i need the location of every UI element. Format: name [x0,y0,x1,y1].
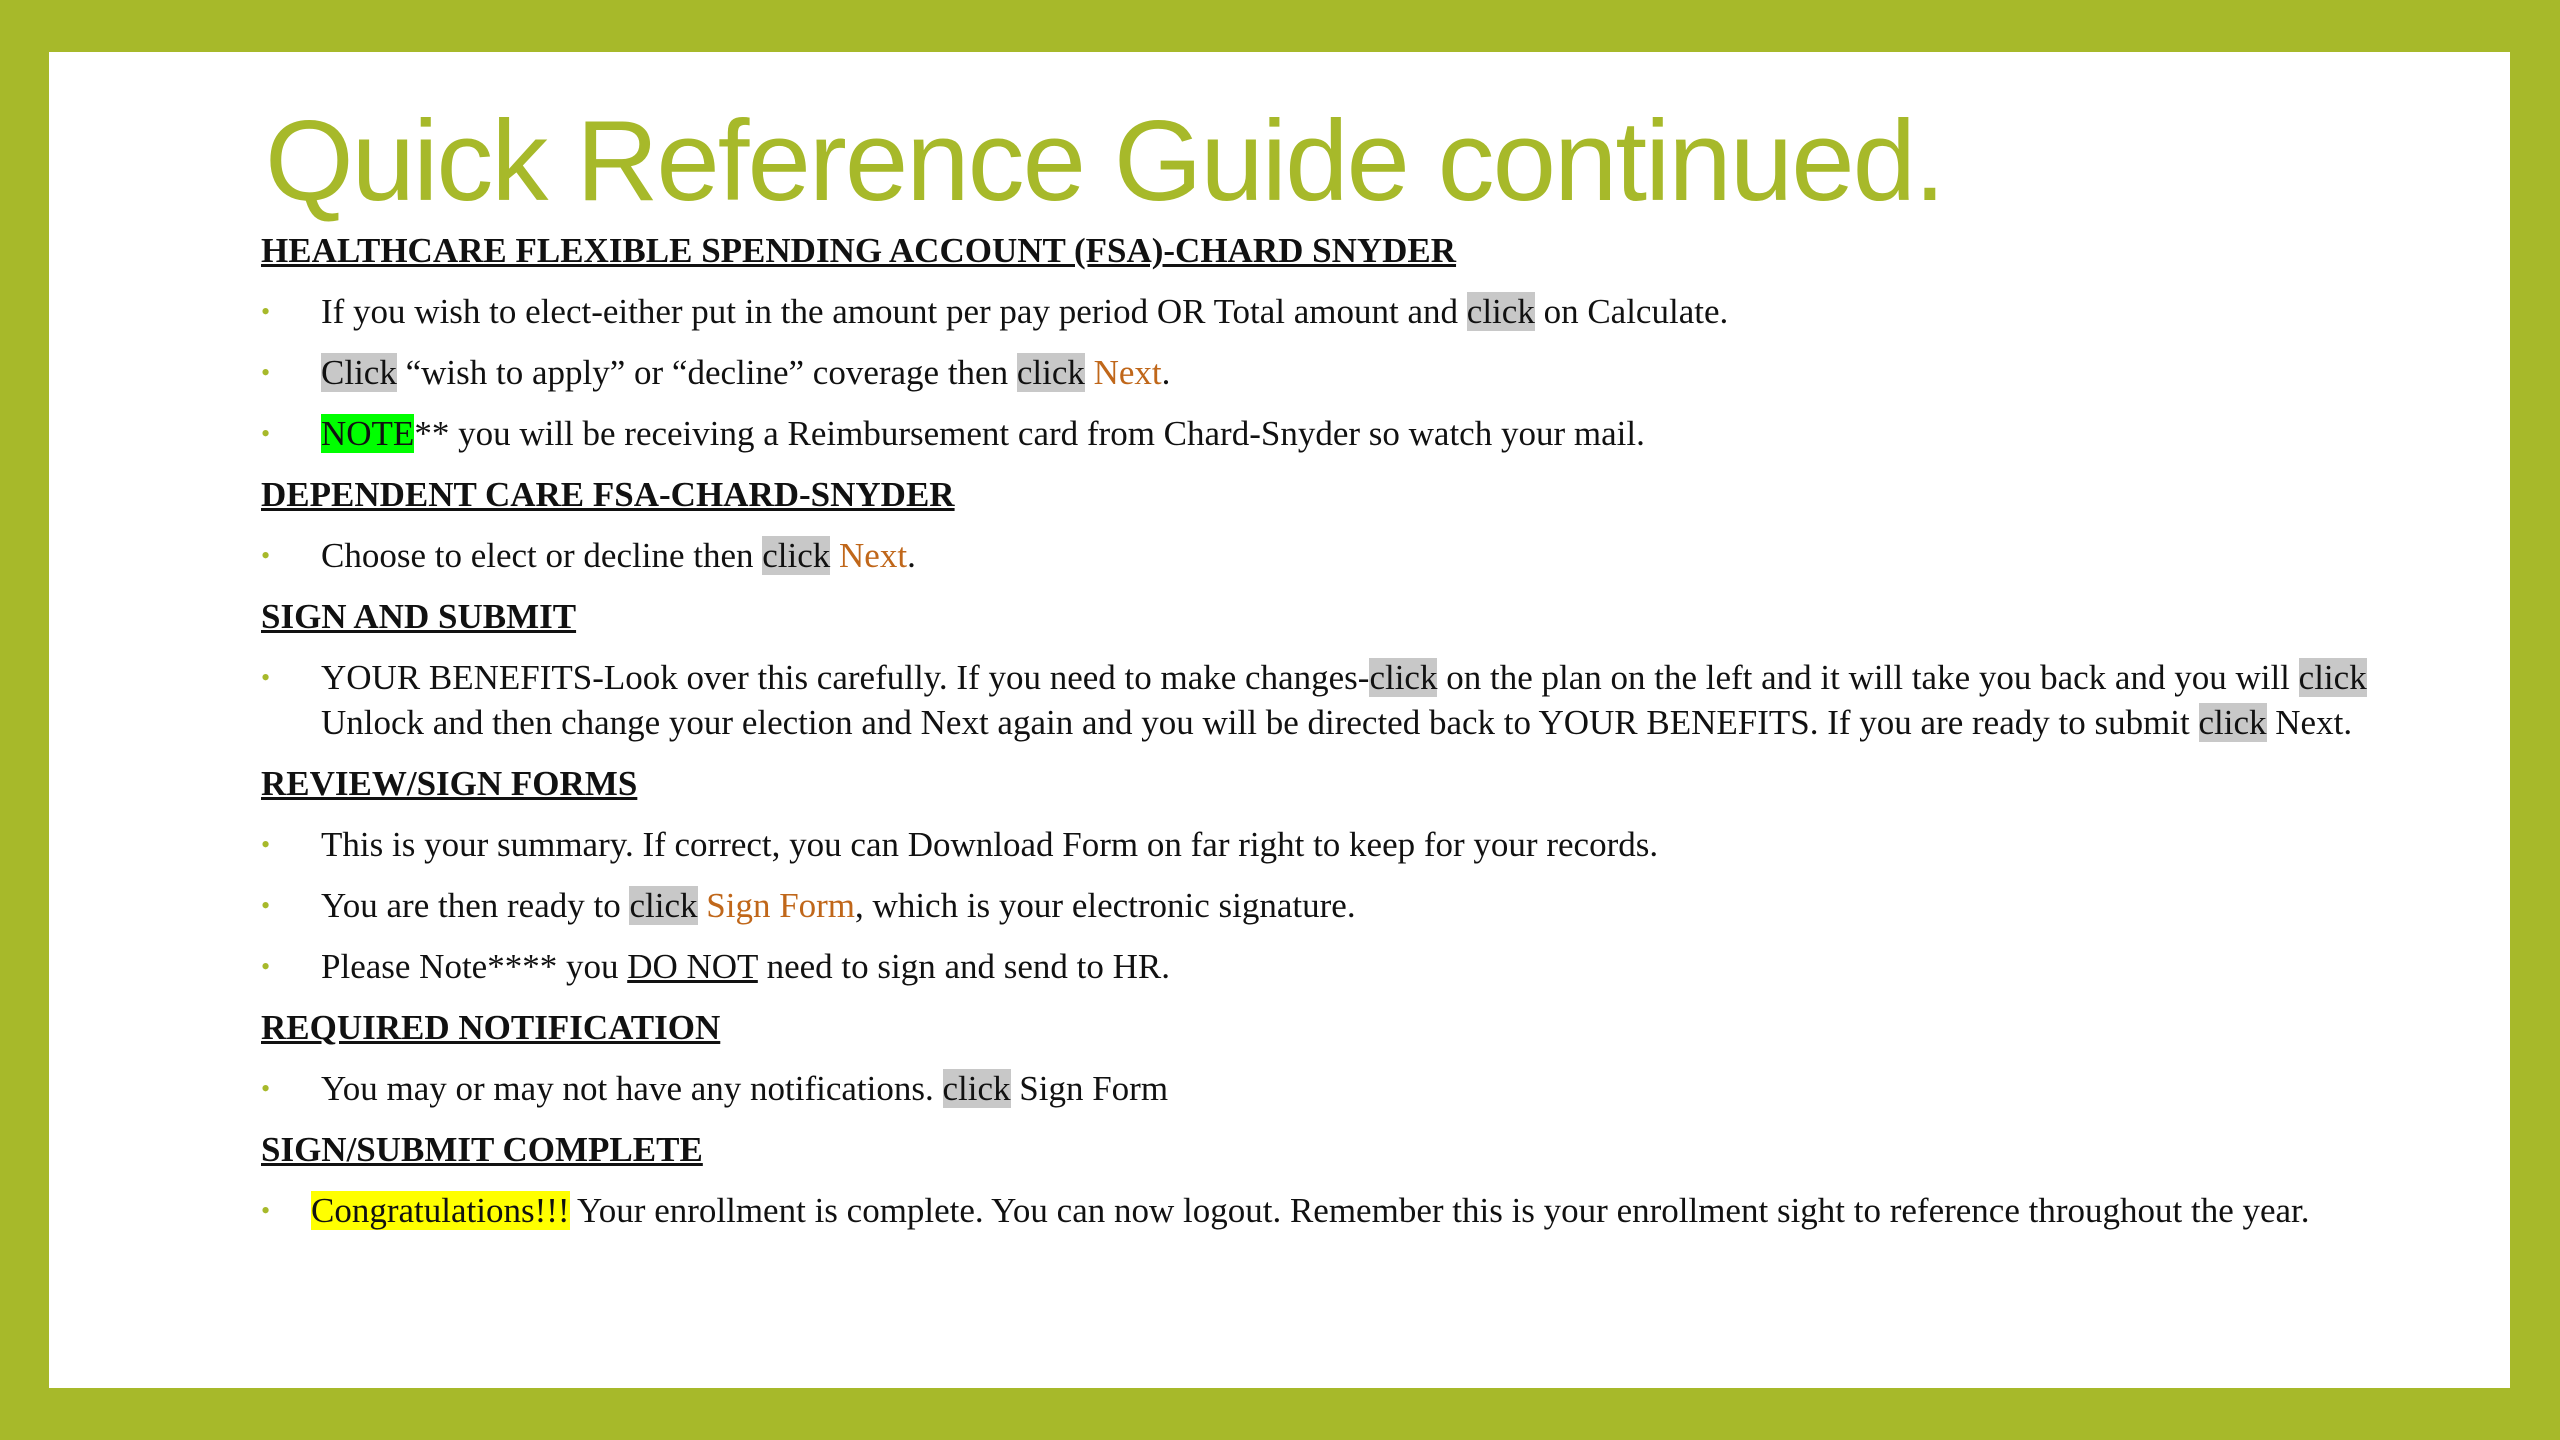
list-item: • This is your summary. If correct, you can Download Form on far right to keep for your records. [261,822,2421,867]
slide-content [261,228,2421,1249]
highlight-click: click [629,886,698,925]
section-heading: SIGN/SUBMIT COMPLETE [261,1130,703,1169]
bullet-icon: • [261,419,271,448]
list-item: • Please Note**** you DO NOT need to sign and send to HR. [261,944,2421,989]
highlight-click: click [762,536,831,575]
bullet-icon: • [261,541,271,570]
highlight-click: click [1369,658,1438,697]
section-heading: REQUIRED NOTIFICATION [261,1008,721,1047]
list-item: • Congratulations!!! Your enrollment is complete. You can now logout. Remember this is your enrollment sight to reference throughout the year. [261,1188,2421,1233]
list-item: • Choose to elect or decline then click Next. [261,533,2421,578]
highlight-click: click [942,1069,1011,1108]
list-item: • If you wish to elect-either put in the amount per pay period OR Total amount and click on Calculate. [261,289,2421,334]
bullet-list [261,289,2421,456]
next-text: Next [1093,353,1162,392]
bullet-list [261,655,2421,745]
highlight-note: NOTE [321,414,415,453]
section-heading: SIGN AND SUBMIT [261,597,577,636]
next-text: Next [839,536,908,575]
list-item: • You may or may not have any notifications. click Sign Form [261,1066,2421,1111]
highlight-click: click [1466,292,1535,331]
slide [49,52,2510,1388]
section-heading: HEALTHCARE FLEXIBLE SPENDING ACCOUNT (FSA)-CHARD SNYDER [261,231,1457,270]
highlight-congratulations: Congratulations!!! [311,1191,570,1230]
bullet-icon: • [261,891,271,920]
page-title: Quick Reference Guide continued. [265,98,1944,225]
highlight-click: click [2298,658,2367,697]
bullet-icon: • [261,663,271,692]
do-not-text: DO NOT [627,947,758,986]
list-item: • You are then ready to click Sign Form, which is your electronic signature. [261,883,2421,928]
bullet-list [261,1188,2421,1233]
section-heading: DEPENDENT CARE FSA-CHARD-SNYDER [261,475,955,514]
bullet-icon: • [261,358,271,387]
section-heading: REVIEW/SIGN FORMS [261,764,638,803]
bullet-list [261,822,2421,989]
highlight-click: click [1016,353,1085,392]
bullet-icon: • [261,1196,271,1225]
list-item: • YOUR BENEFITS-Look over this carefully. If you need to make changes-click on the plan on the left and it will take you back and you will click Unlock and then change your election and Next again and you will be directed back to YOUR BENEFITS. If you are ready to submit click Next. [261,655,2421,745]
bullet-list [261,533,2421,578]
bullet-list [261,1066,2421,1111]
highlight-click: click [2198,703,2267,742]
highlight-click: Click [321,353,397,392]
list-item: • NOTE** you will be receiving a Reimbursement card from Chard-Snyder so watch your mail. [261,411,2421,456]
bullet-icon: • [261,952,271,981]
sign-form-text: Sign Form [706,886,856,925]
bullet-icon: • [261,830,271,859]
bullet-icon: • [261,297,271,326]
bullet-icon: • [261,1074,271,1103]
list-item: • Click “wish to apply” or “decline” coverage then click Next. [261,350,2421,395]
